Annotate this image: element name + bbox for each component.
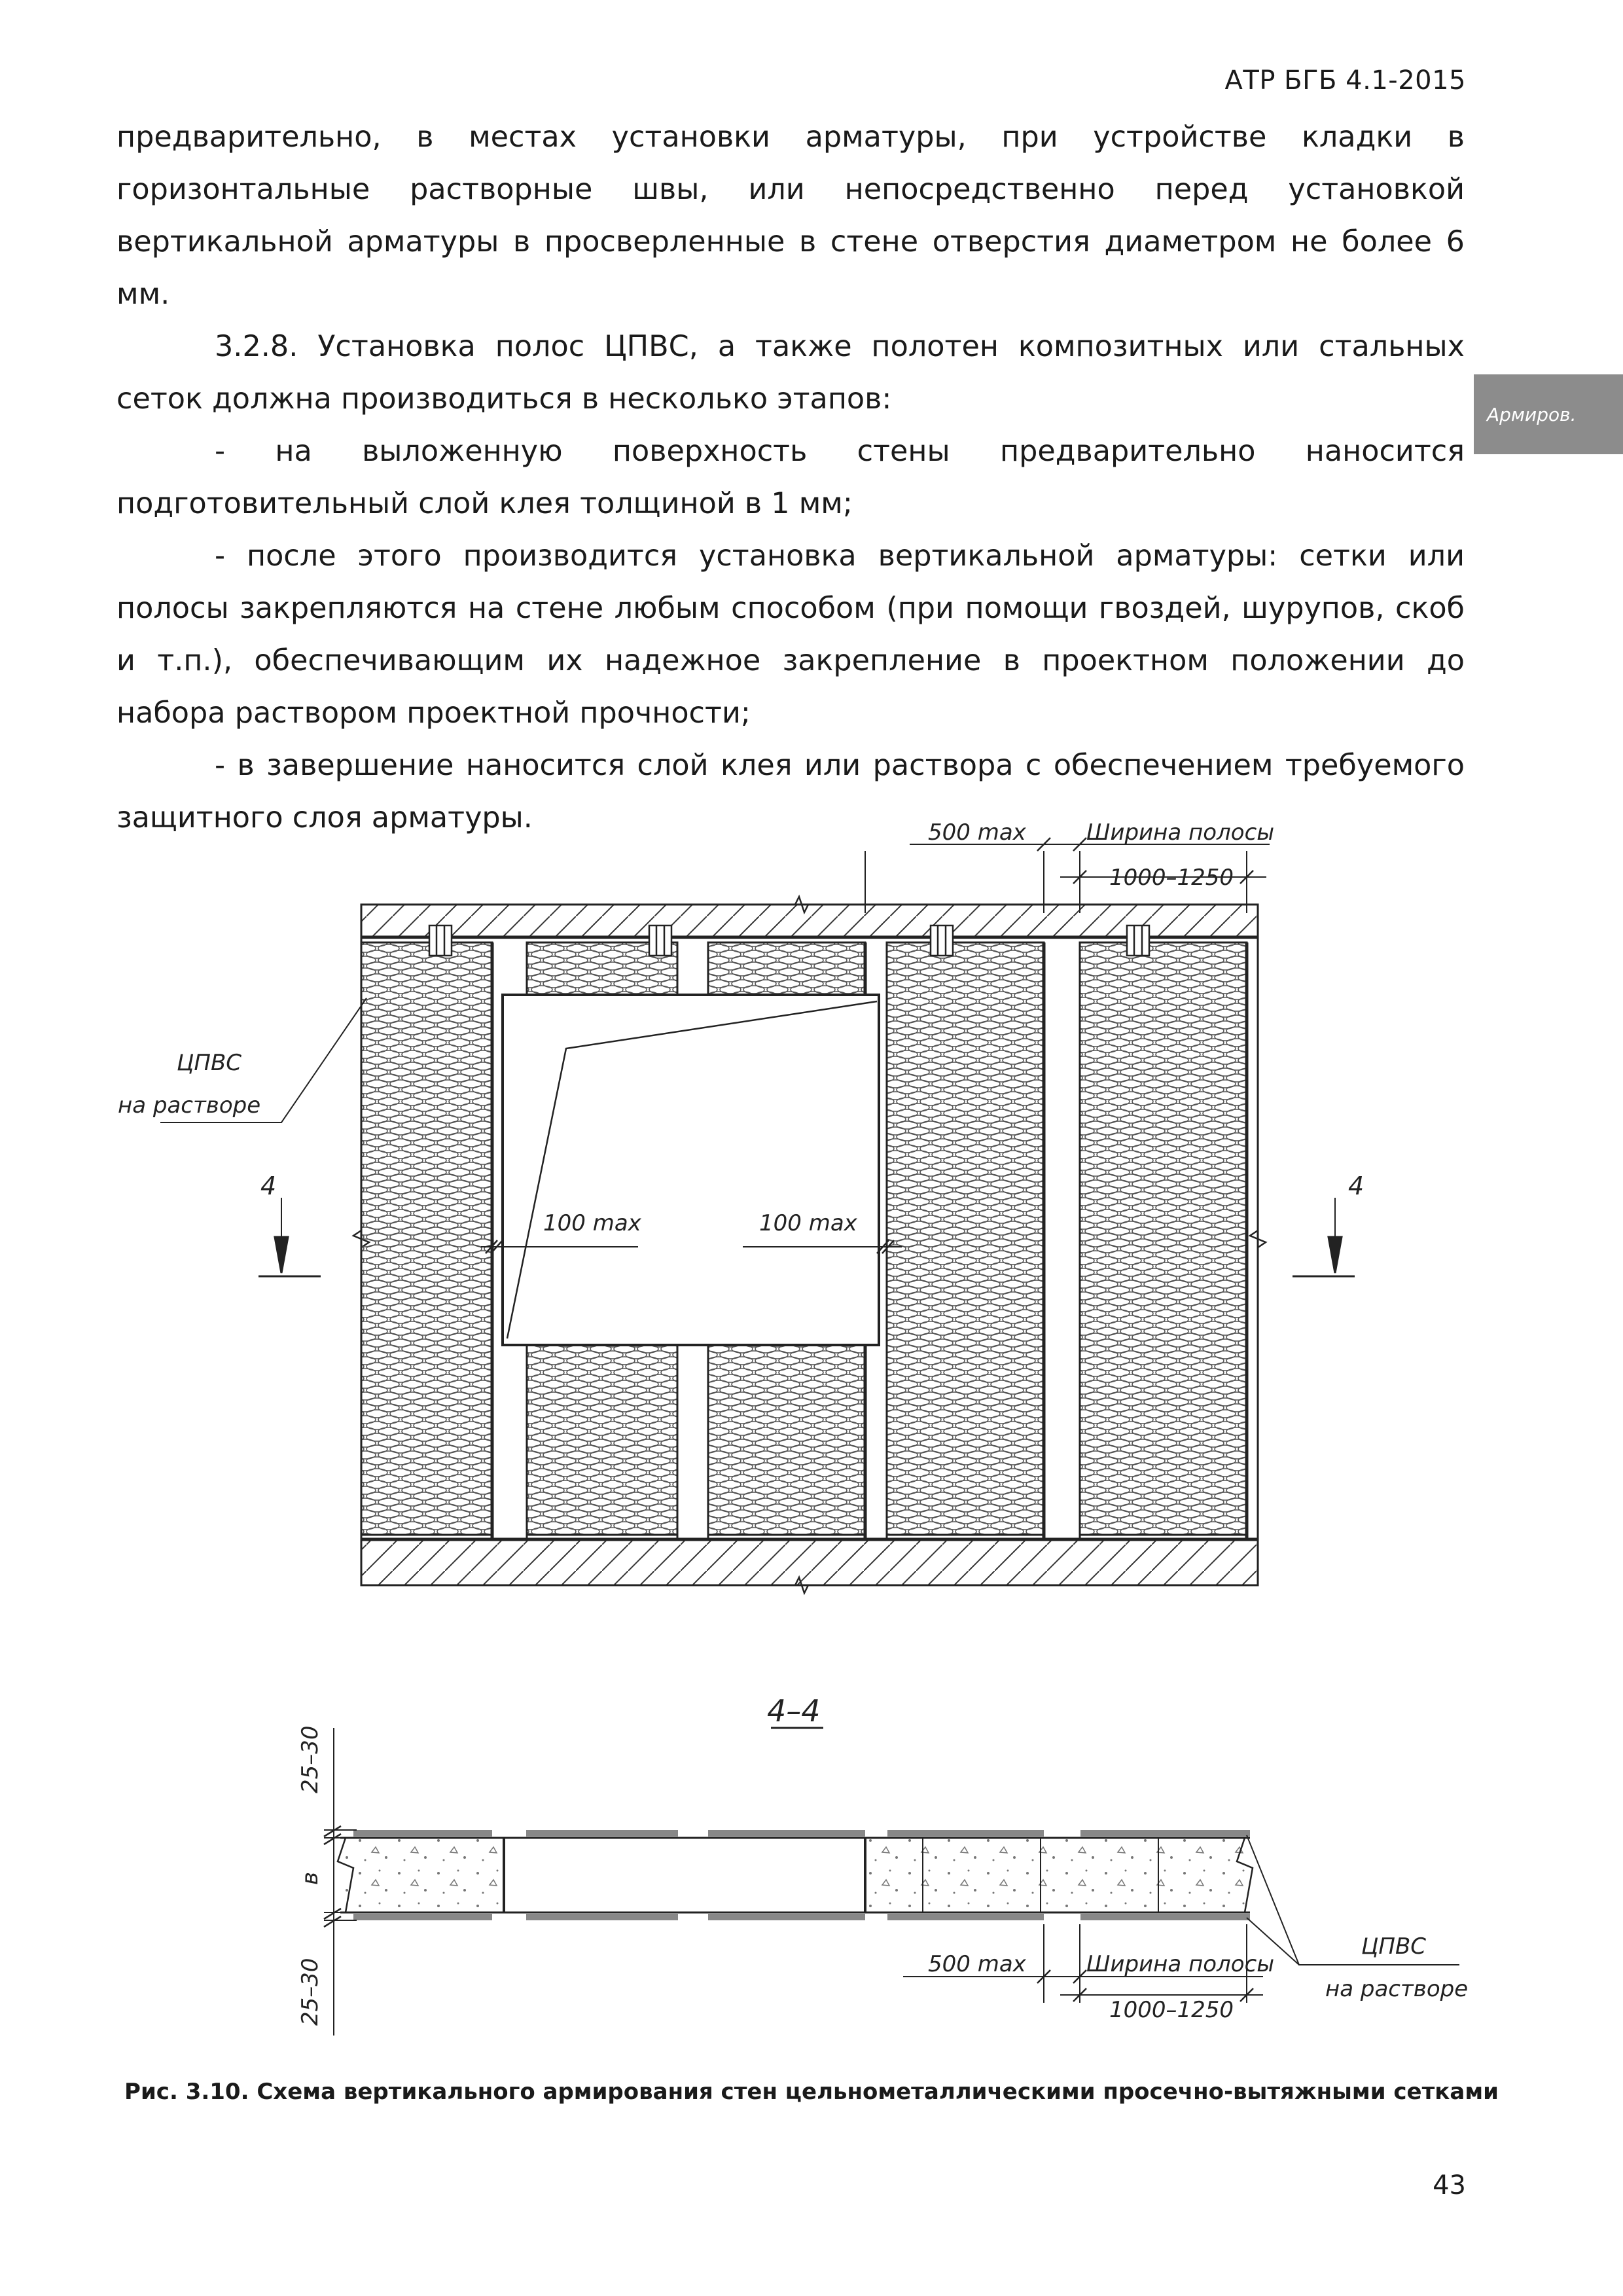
mesh-strip <box>887 942 1044 1535</box>
page-number: 43 <box>1433 2170 1466 2200</box>
anchor-clip <box>649 925 671 956</box>
section-dim-bottom: 25–30 <box>297 1958 323 2026</box>
paragraph: - в завершение наносится слой клея или раствора с обеспечением требуемого защитного слоя арматуры. <box>116 749 1465 834</box>
plan-dim-100-left: 100 max <box>543 1210 641 1236</box>
section-dim-strip-width: Ширина полосы <box>1086 1951 1275 1977</box>
section-label-mesh: ЦПВС <box>1361 1933 1427 1960</box>
section-dim-mid: в <box>297 1871 323 1885</box>
mesh-strip <box>361 942 492 1535</box>
anchor-clip <box>1127 925 1149 956</box>
top-slab-band <box>361 905 1258 937</box>
paragraph: - на выложенную поверхность стены предварительно наносится подготовительный слой клея толщиной в 1 мм; <box>116 435 1465 520</box>
section-label-mortar: на растворе <box>1325 1976 1469 2002</box>
section-mark-left: 4 <box>260 1172 277 1200</box>
plan-dim-strip-range: 1000–1250 <box>1109 865 1234 891</box>
document-code: АТР БГБ 4.1-2015 <box>1224 65 1466 96</box>
plan-label-mortar: на растворе <box>118 1092 261 1119</box>
bottom-slab-band <box>361 1539 1258 1585</box>
section-mark-right: 4 <box>1348 1172 1364 1200</box>
section-dim-strip-range: 1000–1250 <box>1109 1997 1234 2023</box>
mesh-strip <box>1080 942 1247 1535</box>
plan-dim-strip-width: Ширина полосы <box>1086 819 1275 846</box>
anchor-clip <box>931 925 953 956</box>
plan-view <box>160 838 1355 1593</box>
paragraph: 3.2.8. Установка полос ЦПВС, а также полотен композитных или стальных сеток должна производиться в несколько этапов: <box>116 330 1465 416</box>
plan-label-mesh: ЦПВС <box>177 1050 242 1076</box>
section-dim-500: 500 max <box>928 1951 1026 1977</box>
section-view <box>324 1728 1459 2036</box>
section-title: 4–4 <box>767 1693 821 1729</box>
wall-section-left <box>346 1839 504 1911</box>
section-dim-top: 25–30 <box>297 1725 323 1793</box>
plan-dim-500: 500 max <box>928 819 1026 846</box>
plan-dim-100-right: 100 max <box>759 1210 857 1236</box>
window-opening <box>503 995 879 1345</box>
figure-caption: Рис. 3.10. Схема вертикального армирования стен цельнометаллическими просечно-вытяжными сетками <box>124 2079 1499 2105</box>
paragraph: - после этого производится установка вертикальной арматуры: сетки или полосы закрепляются на стене любым способом (при помощи гвоздей, шурупов, скоб и т.п.), обеспечивающим их надежное закрепление в проектном положении до набора раствором проектной прочности; <box>116 539 1465 730</box>
anchor-clip <box>429 925 452 956</box>
paragraph: предварительно, в местах установки арматуры, при устройстве кладки в горизонтальные растворные швы, или непосредственно перед установкой вертикальной арматуры в просверленные в стене отверстия диаметром не более 6 мм. <box>116 120 1465 311</box>
section-tab-label: Армиров. <box>1487 403 1577 425</box>
